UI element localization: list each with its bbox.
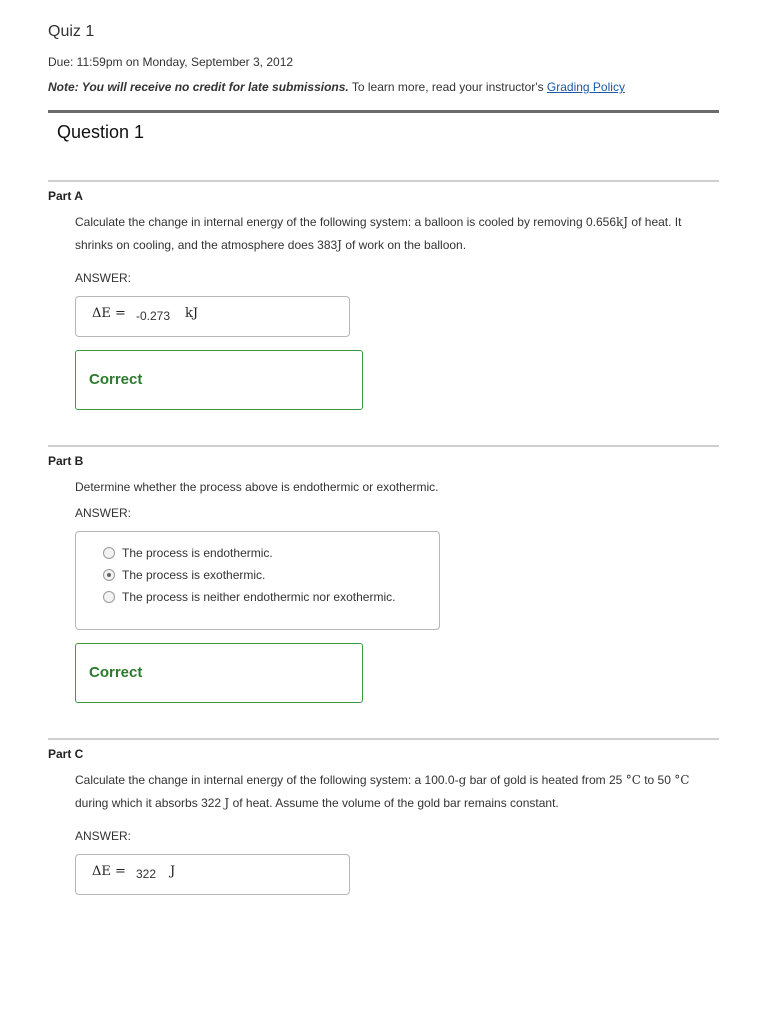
part-a-unit-j: J — [337, 238, 342, 252]
header-divider — [48, 110, 719, 113]
quiz-title: Quiz 1 — [48, 23, 95, 40]
part-c-answer-field[interactable] — [75, 854, 350, 895]
part-c-prompt-text-1: Calculate the change in internal energy of the following system: a 100.0- — [75, 773, 459, 787]
part-b-correct-text: Correct — [89, 664, 143, 681]
part-c-prompt-text-3: to 50 — [640, 773, 675, 787]
part-c-unit-g: g — [458, 773, 467, 787]
option-exothermic-label: The process is exothermic. — [122, 568, 266, 582]
part-b-prompt: Determine whether the process above is endothermic or exothermic. — [75, 480, 439, 494]
part-a-divider — [48, 180, 719, 182]
part-a-answer-label: ANSWER: — [75, 271, 132, 285]
part-b-label: Part B — [48, 454, 84, 468]
part-a-answer-value: -0.273 — [136, 309, 171, 323]
radio-neither[interactable] — [103, 591, 115, 603]
part-a-unit-kj: kJ — [616, 215, 629, 229]
part-c-label: Part C — [48, 747, 84, 761]
part-a-correct-text: Correct — [89, 371, 143, 388]
radio-exothermic[interactable] — [103, 569, 115, 581]
late-note-text: To learn more, read your instructor's — [348, 80, 547, 94]
delta-e-symbol: ΔE = — [92, 864, 126, 879]
part-a-answer-field[interactable] — [75, 296, 350, 337]
part-c-unit-c2: °C — [674, 773, 690, 787]
part-b-options — [75, 531, 440, 630]
option-neither-label: The process is neither endothermic nor exothermic. — [122, 590, 396, 604]
radio-endothermic[interactable] — [103, 547, 115, 559]
part-a-answer-unit: kJ — [185, 306, 199, 321]
late-note-bold: Note: You will receive no credit for late submissions. — [48, 80, 349, 94]
part-c-prompt-text-5: of heat. Assume the volume of the gold bar remains constant. — [229, 796, 559, 810]
part-c-answer-unit: J — [170, 864, 176, 879]
part-c-prompt-text-4: during which it absorbs 322 — [75, 796, 225, 810]
part-a-prompt-text-1: Calculate the change in internal energy of the following system: a balloon is cooled by removing 0.656 — [75, 215, 616, 229]
part-a-prompt-text-2: of heat. It shrinks on cooling, and the atmosphere does 383 — [75, 215, 682, 252]
due-date: Due: 11:59pm on Monday, September 3, 2012 — [48, 55, 294, 69]
part-c-unit-c1: °C — [625, 773, 641, 787]
part-a-prompt-text-3: of work on the balloon. — [341, 238, 467, 252]
part-c-divider — [48, 738, 719, 740]
part-a-label: Part A — [48, 189, 83, 203]
part-c-answer-label: ANSWER: — [75, 829, 132, 843]
delta-e-symbol: ΔE = — [92, 306, 126, 321]
part-a-prompt — [75, 211, 715, 257]
part-b-feedback — [75, 643, 363, 703]
part-c-answer-value: 322 — [136, 867, 157, 881]
part-c-prompt — [75, 769, 715, 815]
option-endothermic-label: The process is endothermic. — [122, 546, 273, 560]
part-c-unit-j: J — [224, 796, 230, 810]
part-c-prompt-text-2: bar of gold is heated from 25 — [466, 773, 626, 787]
part-a-feedback — [75, 350, 363, 410]
grading-policy-link[interactable]: Grading Policy — [546, 80, 625, 94]
part-b-divider — [48, 445, 719, 447]
late-note — [48, 80, 625, 94]
question-title: Question 1 — [57, 122, 145, 142]
part-b-answer-label: ANSWER: — [75, 506, 132, 520]
